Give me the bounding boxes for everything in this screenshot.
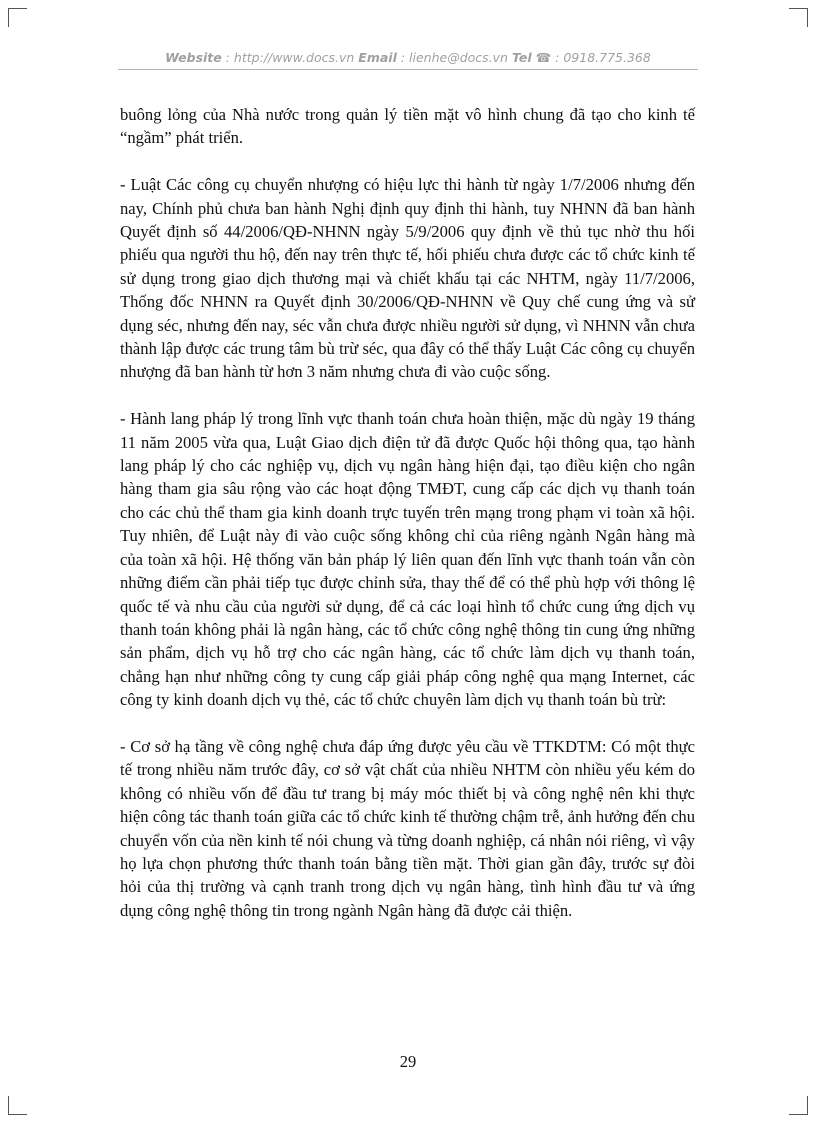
crop-mark-bottom-left (8, 1096, 27, 1115)
website-link[interactable]: : http://www.docs.vn (221, 50, 359, 65)
crop-mark-bottom-right (789, 1096, 808, 1115)
paragraph-2: - Luật Các công cụ chuyển nhượng có hiệu lực thi hành từ ngày 1/7/2006 nhưng đến nay, Chính phủ chưa ban hành Nghị định quy định thi hành, tuy NHNN đã ban hành Quyết định số 44/2006/QĐ-NHNN ngày 5/9/2006 quy định về thủ tục nhờ thu hối phiếu qua người thu hộ, đến nay trên thực tế, hối phiếu chưa được các tổ chức kinh tế sử dụng trong giao dịch thương mại và chiết khấu tại các NHTM, ngày 11/7/2006, Thống đốc NHNN ra Quyết định 30/2006/QĐ-NHNN về Quy chế cung ứng và sử dụng séc, nhưng đến nay, séc vẫn chưa được nhiều người sử dụng, vì NHNN vẫn chưa thành lập được các trung tâm bù trừ séc, qua đây có thể thấy Luật Các công cụ chuyển nhượng đã ban hành từ hơn 3 năm nhưng chưa đi vào cuộc sống. (120, 175, 695, 382)
paragraph-1: buông lỏng của Nhà nước trong quản lý tiền mặt vô hình chung đã tạo cho kinh tế “ngầm” phát triển. (120, 105, 695, 148)
phone-icon: ☎ (535, 50, 552, 65)
website-label: Website (165, 50, 222, 65)
tel-value: : 0918.775.368 (551, 50, 651, 65)
crop-mark-top-right (789, 8, 808, 27)
tel-label: Tel (511, 50, 532, 65)
email-link[interactable]: : lienhe@docs.vn (396, 50, 512, 65)
crop-mark-top-left (8, 8, 27, 27)
page-number: 29 (399, 1052, 417, 1071)
paragraph-3: - Hành lang pháp lý trong lĩnh vực thanh toán chưa hoàn thiện, mặc dù ngày 19 tháng 11 năm 2005 vừa qua, Luật Giao dịch điện tử đã được Quốc hội thông qua, tạo hành lang pháp lý cho các nghiệp vụ, dịch vụ ngân hàng hiện đại, tạo điều kiện cho ngân hàng tham gia sâu rộng vào các hoạt động TMĐT, cung cấp các dịch vụ thanh toán cho các chủ thể tham gia kinh doanh trực tuyến trên mạng trong phạm vi toàn xã hội. Tuy nhiên, để Luật này đi vào cuộc sống không chỉ của riêng ngành Ngân hàng mà của toàn xã hội. Hệ thống văn bản pháp lý liên quan đến lĩnh vực thanh toán vẫn còn những điểm cần phải tiếp tục được chỉnh sửa, thay thế để có thể phù hợp với thông lệ quốc tế và nhu cầu của người sử dụng, để cả các loại hình tổ chức cung ứng dịch vụ thanh toán không phải là ngân hàng, các tổ chức công nghệ thông tin cung ứng những sản phẩm, dịch vụ hỗ trợ cho các ngân hàng, các tổ chức làm dịch vụ thanh toán, chẳng hạn như những công ty cung cấp giải pháp công nghệ qua mạng Internet, các công ty kinh doanh dịch vụ thẻ, các tổ chức chuyên làm dịch vụ thanh toán bù trừ: (120, 409, 695, 710)
body-text (120, 103, 695, 922)
header-divider (118, 69, 698, 70)
email-label: Email (358, 50, 397, 65)
page-header (118, 50, 698, 65)
paragraph-4: - Cơ sở hạ tầng về công nghệ chưa đáp ứng được yêu cầu về TTKDTM: Có một thực tế trong nhiều năm trước đây, cơ sở vật chất của nhiều NHTM còn nhiều yếu kém do không có nhiều vốn để đầu tư trang bị máy móc thiết bị và công nghệ nên khi thực hiện công tác thanh toán giữa các tổ chức kinh tế thường chậm trễ, ảnh hưởng đến chu chuyển vốn của nền kinh tế nói chung và từng doanh nghiệp, cá nhân nói riêng, vì vậy họ lựa chọn phương thức thanh toán bằng tiền mặt. Thời gian gần đây, trước sự đòi hỏi của thị trường và cạnh tranh trong dịch vụ ngân hàng, tình hình đầu tư và ứng dụng công nghệ thông tin trong ngành Ngân hàng đã được cải thiện. (120, 736, 695, 920)
